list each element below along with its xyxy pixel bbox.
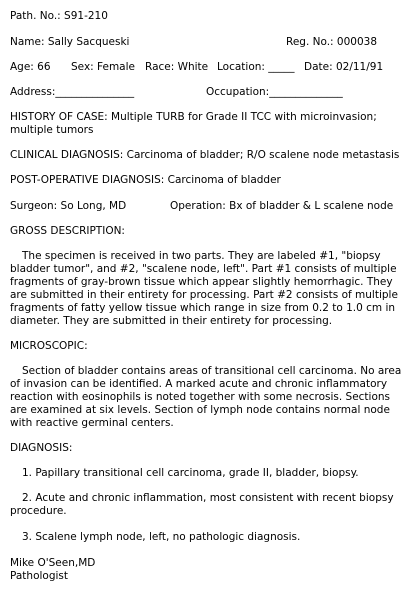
clinical-diagnosis: CLINICAL DIAGNOSIS: Carcinoma of bladder; R/O scalene node metastasis xyxy=(10,149,400,161)
history-of-case: HISTORY OF CASE: Multiple TURB for Grade II TCC with microinvasion; multiple tumors xyxy=(10,111,377,136)
location-field: Location: _____ xyxy=(217,61,295,73)
diagnosis-item: 1. Papillary transitional cell carcinoma, grade II, bladder, biopsy. xyxy=(22,467,359,479)
sex-field: Sex: Female xyxy=(71,61,135,73)
pathologist-name: Mike O'Seen,MD xyxy=(10,557,96,569)
microscopic-description: Section of bladder contains areas of transitional cell carcinoma. No area of invasion can be identified. A marked acute and chronic inflammatory reaction with eosinophils is noted together with some necrosis. Sections are examined at six levels. Section of lymph node contains normal node with reactive germinal centers. xyxy=(10,365,402,429)
diagnosis-heading: DIAGNOSIS: xyxy=(10,442,73,454)
gross-description: The specimen is received in two parts. They are labeled #1, "biopsy bladder tumor", and #2, "scalene node, left". Part #1 consists of multiple fragments of gray-brown tissue which appear slightly hemorrhagic. They are submitted in their entirety for processing. Part #2 consists of multiple fragments of fatty yellow tissue which range in size from 0.2 to 1.0 cm in diameter. They are submitted in their entirety for processing. xyxy=(10,250,398,327)
address-field: Address:_______________ xyxy=(10,86,135,98)
diagnosis-item: 2. Acute and chronic inflammation, most consistent with recent biopsy procedure. xyxy=(10,492,394,517)
race-field: Race: White xyxy=(145,61,209,73)
operation-field: Operation: Bx of bladder & L scalene node xyxy=(170,200,394,212)
pathologist-title: Pathologist xyxy=(10,570,69,582)
age-field: Age: 66 xyxy=(10,61,51,73)
occupation-field: Occupation:______________ xyxy=(206,86,343,98)
gross-heading: GROSS DESCRIPTION: xyxy=(10,225,125,237)
patient-name: Name: Sally Sacqueski xyxy=(10,36,130,48)
path-number: Path. No.: S91-210 xyxy=(10,10,108,22)
diagnosis-item: 3. Scalene lymph node, left, no pathologic diagnosis. xyxy=(22,531,301,543)
microscopic-heading: MICROSCOPIC: xyxy=(10,340,88,352)
reg-number: Reg. No.: 000038 xyxy=(286,36,378,48)
postop-diagnosis: POST-OPERATIVE DIAGNOSIS: Carcinoma of bladder xyxy=(10,174,281,186)
surgeon-field: Surgeon: So Long, MD xyxy=(10,200,127,212)
date-field: Date: 02/11/91 xyxy=(304,61,384,73)
